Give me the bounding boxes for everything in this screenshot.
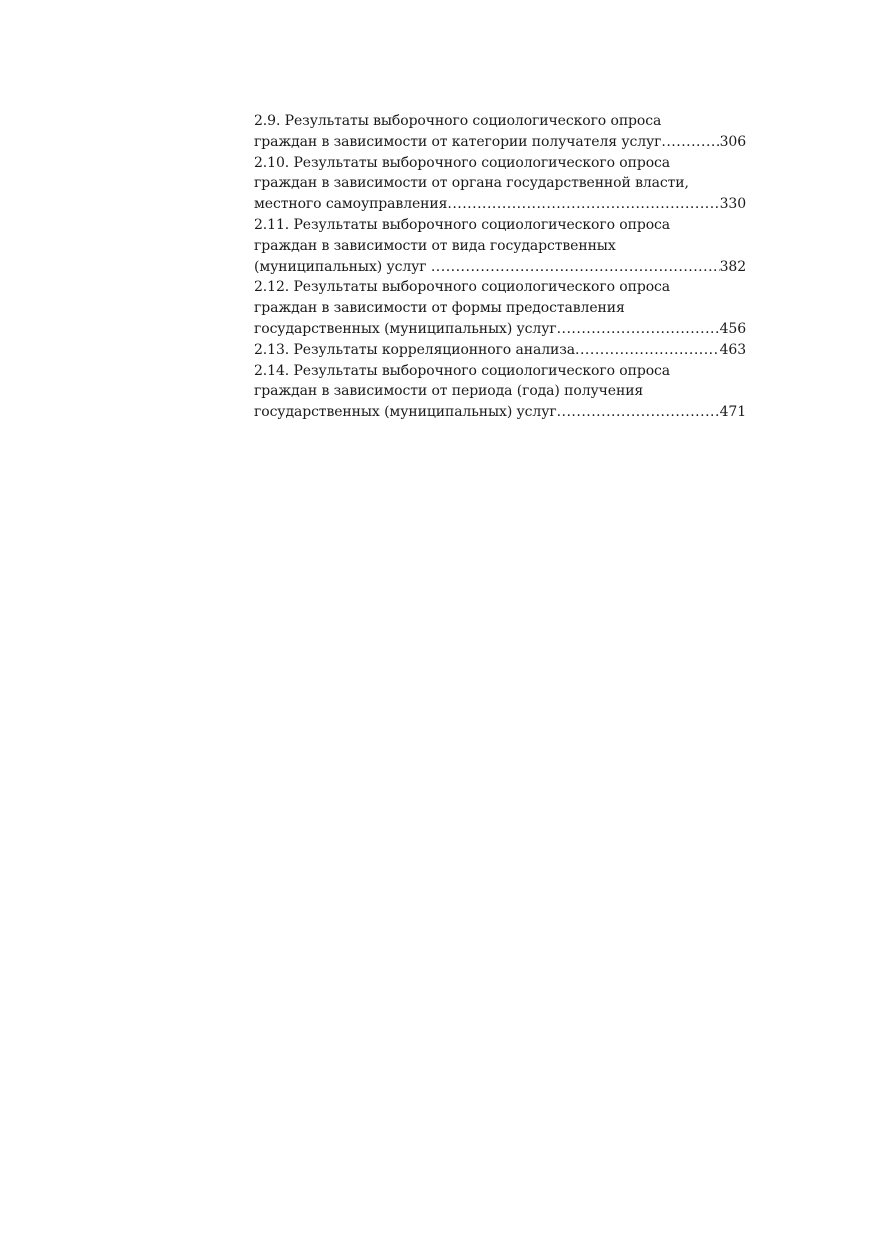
toc-entry-title: граждан в зависимости от органа государственной власти, bbox=[254, 175, 689, 192]
toc-entry-title: 2.13. Результаты корреляционного анализа bbox=[254, 341, 576, 358]
toc-entry-title: граждан в зависимости от периода (года) получения bbox=[254, 383, 644, 400]
dot-leader bbox=[557, 319, 720, 340]
toc-line bbox=[254, 402, 746, 423]
table-of-contents bbox=[254, 111, 746, 423]
toc-entry-title: 2.14. Результаты выборочного социологического опроса bbox=[254, 362, 671, 379]
toc-line bbox=[254, 236, 746, 257]
toc-entry-title: (муниципальных) услуг bbox=[254, 258, 431, 275]
toc-entry-title: граждан в зависимости от вида государственных bbox=[254, 237, 616, 254]
toc-line bbox=[254, 319, 746, 340]
toc-line bbox=[254, 173, 746, 194]
toc-entry-2-9[interactable] bbox=[254, 111, 746, 153]
toc-line bbox=[254, 340, 746, 361]
toc-line bbox=[254, 257, 746, 278]
dot-leader bbox=[447, 194, 719, 215]
toc-entry-title: 2.12. Результаты выборочного социологического опроса bbox=[254, 279, 671, 296]
toc-page-number: 330 bbox=[719, 196, 746, 213]
toc-line bbox=[254, 298, 746, 319]
toc-page-number: 456 bbox=[719, 320, 746, 337]
dot-leader bbox=[557, 402, 720, 423]
toc-line bbox=[254, 381, 746, 402]
dot-leader bbox=[661, 132, 719, 153]
toc-entry-2-14[interactable] bbox=[254, 361, 746, 423]
toc-line bbox=[254, 153, 746, 174]
toc-line bbox=[254, 361, 746, 382]
toc-entry-title: граждан в зависимости от категории получателя услуг bbox=[254, 133, 662, 150]
toc-entry-title: местного самоуправления bbox=[254, 196, 448, 213]
toc-entry-title: 2.9. Результаты выборочного социологического опроса bbox=[254, 113, 662, 129]
toc-page-number: 306 bbox=[719, 133, 746, 150]
toc-entry-title: граждан в зависимости от формы предоставления bbox=[254, 300, 625, 317]
toc-entry-title: государственных (муниципальных) услуг bbox=[254, 320, 557, 337]
toc-entry-2-13[interactable] bbox=[254, 340, 746, 361]
toc-entry-2-10[interactable] bbox=[254, 153, 746, 215]
toc-page-number: 471 bbox=[719, 404, 746, 421]
toc-line bbox=[254, 132, 746, 153]
toc-entry-title: государственных (муниципальных) услуг bbox=[254, 404, 557, 421]
toc-line bbox=[254, 194, 746, 215]
dot-leader bbox=[431, 257, 720, 278]
toc-entry-2-12[interactable] bbox=[254, 277, 746, 339]
toc-page-number: 382 bbox=[719, 258, 746, 275]
toc-line bbox=[254, 111, 746, 132]
toc-line bbox=[254, 277, 746, 298]
toc-entry-title: 2.10. Результаты выборочного социологического опроса bbox=[254, 154, 671, 171]
toc-line bbox=[254, 215, 746, 236]
toc-page-number: 463 bbox=[719, 341, 746, 358]
toc-entry-title: 2.11. Результаты выборочного социологического опроса bbox=[254, 216, 671, 233]
toc-entry-2-11[interactable] bbox=[254, 215, 746, 277]
dot-leader bbox=[575, 340, 720, 361]
